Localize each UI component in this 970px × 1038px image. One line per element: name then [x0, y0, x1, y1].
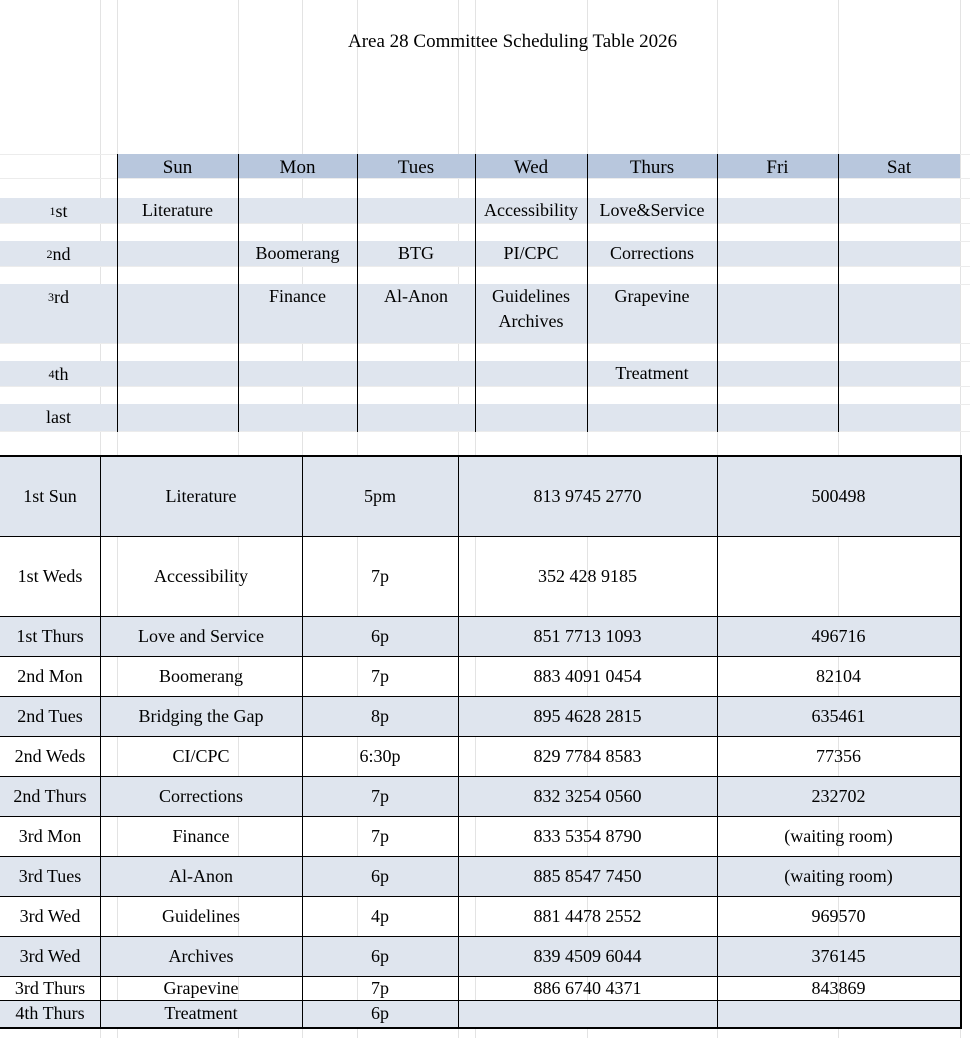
week-label — [0, 405, 117, 430]
meeting-committee: Love and Service — [138, 625, 264, 646]
week-number: 1 — [49, 204, 56, 218]
meeting-id: 839 4509 6044 — [533, 945, 642, 966]
meeting-day: 3rd Wed — [19, 945, 81, 966]
day-header-wed: Wed — [513, 156, 549, 178]
week-label — [0, 199, 117, 224]
calendar-cell: Love&Service — [599, 200, 705, 220]
meeting-passcode: 843869 — [811, 977, 866, 998]
calendar-cell: BTG — [398, 243, 434, 263]
meeting-day: 3rd Tues — [18, 865, 82, 886]
meeting-id: 851 7713 1093 — [533, 625, 642, 646]
meeting-committee: Finance — [172, 825, 230, 846]
row-band — [0, 404, 960, 431]
meeting-time: 8p — [371, 705, 389, 726]
meeting-time: 7p — [371, 665, 389, 686]
meeting-id: 886 6740 4371 — [533, 977, 642, 998]
meeting-id: 829 7784 8583 — [533, 745, 642, 766]
meeting-committee: Boomerang — [159, 665, 243, 686]
meeting-passcode: 82104 — [816, 665, 861, 686]
meeting-time: 6p — [371, 945, 389, 966]
week-suffix: st — [55, 201, 68, 221]
meeting-committee: CI/CPC — [172, 745, 230, 766]
meeting-id: 352 428 9185 — [538, 565, 637, 586]
calendar-cell: Corrections — [610, 243, 694, 263]
meeting-day: 3rd Thurs — [14, 977, 86, 998]
meeting-time: 7p — [371, 825, 389, 846]
week-suffix: rd — [54, 287, 69, 307]
meeting-passcode: 232702 — [811, 785, 866, 806]
day-header-thurs: Thurs — [629, 156, 675, 178]
week-label — [0, 242, 117, 267]
meeting-committee: Al-Anon — [169, 865, 233, 886]
gridline — [0, 431, 970, 432]
row-band — [0, 361, 960, 386]
gridline — [0, 266, 970, 267]
meeting-day: 3rd Wed — [19, 905, 81, 926]
column-border — [960, 455, 962, 1029]
meeting-id: 813 9745 2770 — [533, 485, 642, 506]
calendar-cell: Accessibility — [484, 200, 578, 220]
meeting-day: 2nd Thurs — [13, 785, 87, 806]
meeting-day: 2nd Mon — [17, 665, 83, 686]
meeting-id: 883 4091 0454 — [533, 665, 642, 686]
meeting-passcode: 376145 — [811, 945, 866, 966]
meeting-committee: Accessibility — [154, 565, 248, 586]
calendar-cell: Guidelines Archives — [492, 286, 570, 331]
meeting-time: 4p — [371, 905, 389, 926]
meeting-day: 1st Thurs — [16, 625, 84, 646]
meeting-id: 833 5354 8790 — [533, 825, 642, 846]
meeting-time: 7p — [371, 565, 389, 586]
gridline — [0, 223, 970, 224]
gridline — [0, 386, 970, 387]
meeting-committee: Treatment — [164, 1002, 238, 1023]
week-suffix: last — [46, 407, 71, 427]
meeting-committee: Guidelines — [162, 905, 240, 926]
meeting-id: 895 4628 2815 — [533, 705, 642, 726]
column-border — [838, 154, 839, 432]
meeting-time: 6p — [371, 1002, 389, 1023]
meeting-committee: Corrections — [159, 785, 243, 806]
week-suffix: nd — [52, 244, 71, 264]
meeting-id: 832 3254 0560 — [533, 785, 642, 806]
week-suffix: th — [54, 364, 69, 384]
meeting-id: 885 8547 7450 — [533, 865, 642, 886]
column-border — [717, 154, 718, 432]
meeting-committee: Literature — [165, 485, 237, 506]
meeting-passcode: (waiting room) — [784, 825, 893, 846]
meeting-day: 3rd Mon — [18, 825, 82, 846]
meeting-passcode: 77356 — [816, 745, 861, 766]
day-header-sun: Sun — [162, 156, 193, 178]
meeting-passcode: 496716 — [811, 625, 866, 646]
meeting-time: 6p — [371, 625, 389, 646]
week-number: 4 — [48, 367, 55, 381]
meeting-id: 881 4478 2552 — [533, 905, 642, 926]
meeting-day: 1st Sun — [23, 485, 77, 506]
meeting-passcode: 969570 — [811, 905, 866, 926]
meeting-day: 1st Weds — [17, 565, 83, 586]
meeting-committee: Grapevine — [163, 977, 239, 998]
meeting-time: 7p — [371, 977, 389, 998]
week-label — [0, 285, 117, 310]
calendar-cell: PI/CPC — [503, 243, 559, 263]
calendar-cell: Finance — [269, 286, 326, 306]
week-number: 3 — [48, 290, 54, 304]
calendar-cell: Grapevine — [614, 286, 690, 306]
meeting-passcode: (waiting room) — [784, 865, 893, 886]
day-header-tues: Tues — [397, 156, 435, 178]
page-title: Area 28 Committee Scheduling Table 2026 — [348, 31, 678, 52]
meeting-time: 7p — [371, 785, 389, 806]
day-header-fri: Fri — [766, 156, 789, 178]
column-border — [117, 154, 118, 432]
meeting-time: 5pm — [363, 485, 396, 506]
table-border — [0, 1027, 961, 1029]
meeting-day: 4th Thurs — [15, 1002, 85, 1023]
gridline — [0, 343, 970, 344]
calendar-cell: Al-Anon — [384, 286, 448, 306]
meeting-time: 6:30p — [359, 745, 401, 766]
week-number: 2 — [46, 247, 53, 261]
meeting-time: 6p — [371, 865, 389, 886]
day-header-mon: Mon — [279, 156, 316, 178]
meeting-passcode: 500498 — [811, 485, 866, 506]
meeting-committee: Archives — [168, 945, 234, 966]
calendar-cell: Boomerang — [255, 243, 340, 263]
meeting-day: 2nd Weds — [14, 745, 86, 766]
meeting-committee: Bridging the Gap — [138, 705, 264, 726]
calendar-cell: Treatment — [615, 363, 689, 383]
meeting-passcode: 635461 — [811, 705, 866, 726]
meeting-day: 2nd Tues — [17, 705, 83, 726]
day-header-sat: Sat — [886, 156, 912, 178]
calendar-cell: Literature — [142, 200, 213, 220]
week-label — [0, 362, 117, 387]
